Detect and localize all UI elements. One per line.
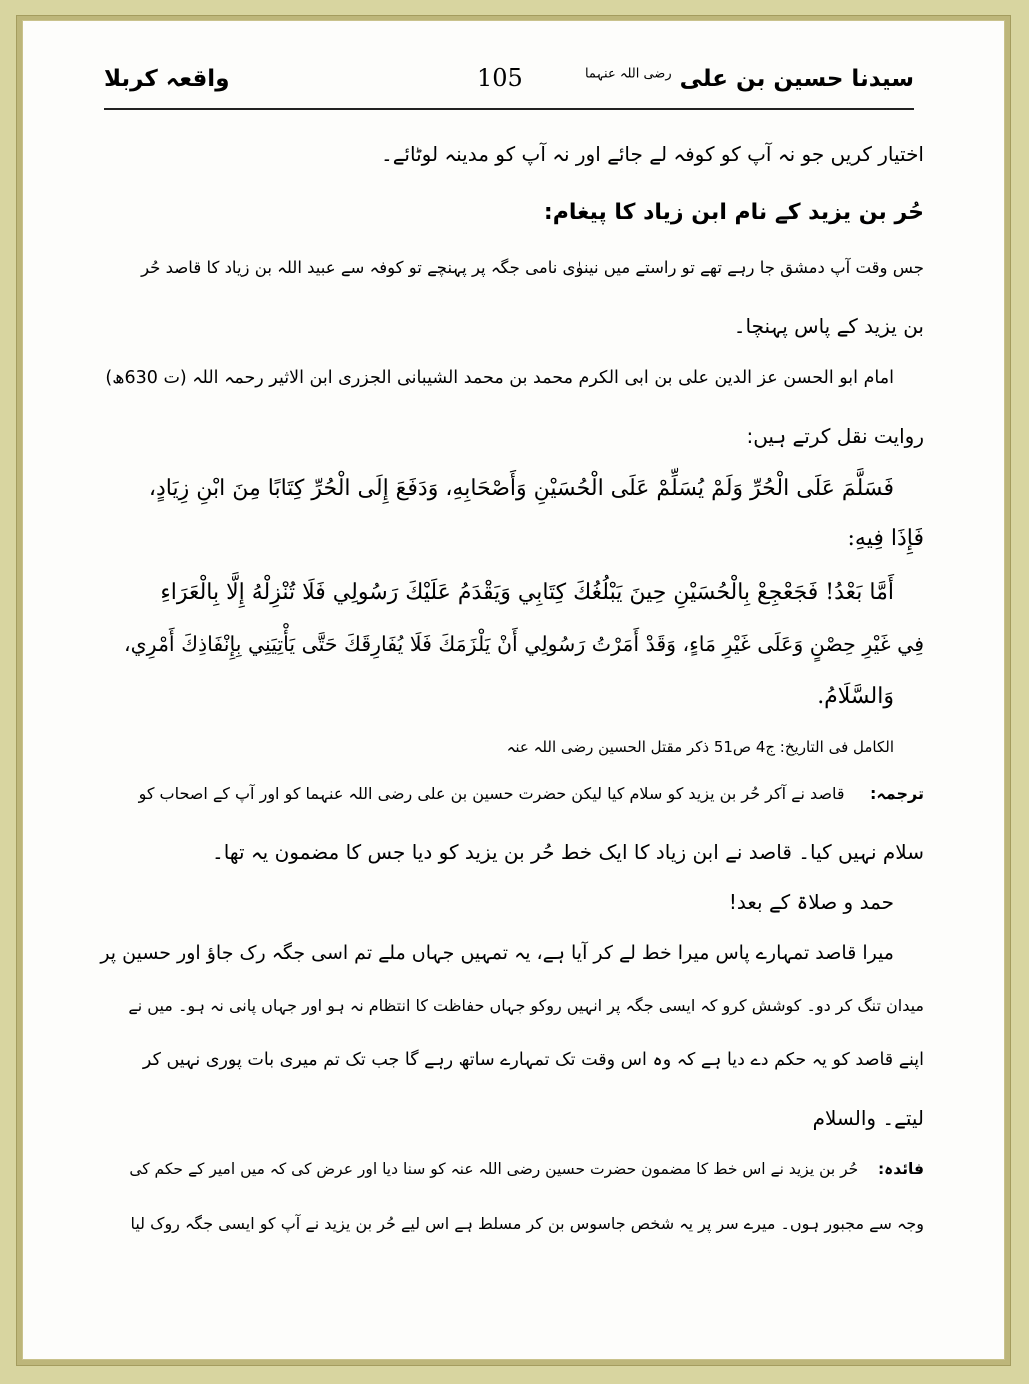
page-number: 105: [477, 64, 523, 92]
faida-label: فائدہ:: [877, 1160, 924, 1178]
faida-text: حُر بن یزید نے اس خط کا مضمون حضرت حسین رضی اللہ عنہ کو سنا دیا اور عرض کی کہ میں امیر کے حکم کی: [129, 1160, 859, 1178]
letter-line: اپنے قاصد کو یہ حکم دے دیا ہے کہ وہ اس وقت تک تمہارے ساتھ رہے گا جب تک تم میری بات پوری نہیں کر: [142, 1050, 924, 1070]
arabic-quote-line: أَمَّا بَعْدُ! فَجَعْجِعْ بِالْحُسَيْنِ حِينَ يَبْلُغُكَ كِتَابِي وَيَقْدَمُ عَلَيْكَ رَسُولِي فَلَا تُنْزِلْهُ إِلَّا بِالْعَرَاءِ: [160, 580, 894, 605]
chapter-title: واقعہ کربلا: [104, 66, 230, 92]
faida-line: وجہ سے مجبور ہوں۔ میرے سر پر یہ شخص جاسوس بن کر مسلط ہے اس لیے حُر بن یزید نے آپ کو ایسی جگہ روک لیا: [130, 1214, 924, 1233]
arabic-quote-line: فِي غَيْرِ حِصْنٍ وَعَلَى غَيْرِ مَاءٍ، وَقَدْ أَمَرْتُ رَسُولِي أَنْ يَلْزَمَكَ فَلَا يُفَارِقَكَ حَتَّى يَأْتِيَنِي بِإِنْفَاذِكَ أَمْرِي،: [123, 632, 924, 656]
letter-line: میرا قاصد تمہارے پاس میرا خط لے کر آیا ہے، یہ تمہیں جہاں ملے تم اسی جگہ رک جاؤ اور حسین پر: [100, 942, 894, 964]
letter-line: لیتے۔ والسلام: [812, 1106, 924, 1130]
faida-line: [129, 1160, 924, 1178]
arabic-quote-line: فَإِذَا فِيهِ:: [847, 526, 924, 551]
translation-line: [139, 784, 924, 803]
continuation-line: اختیار کریں جو نہ آپ کو کوفہ لے جائے اور نہ آپ کو مدینہ لوٹائے۔: [380, 142, 924, 166]
paragraph-line: روایت نقل کرتے ہیں:: [746, 424, 924, 448]
running-header: [104, 64, 914, 108]
hamd-line: حمد و صلاۃ کے بعد!: [728, 890, 894, 914]
translation-line: سلام نہیں کیا۔ قاصد نے ابن زیاد کا ایک خط حُر بن یزید کو دیا جس کا مضمون یہ تھا۔: [211, 840, 924, 864]
honorific-mark: رضی اللہ عنہما: [584, 66, 672, 82]
translation-text: قاصد نے آکر حُر بن یزید کو سلام کیا لیکن حضرت حسین بن علی رضی اللہ عنہما کو اور آپ کے اصحاب کو: [138, 784, 845, 803]
paragraph-line: بن یزید کے پاس پہنچا۔: [733, 314, 924, 338]
arabic-quote-line: وَالسَّلَامُ.: [817, 684, 894, 709]
citation: الکامل فی التاریخ: ج4 ص51 ذکر مقتل الحسین رضی اللہ عنہ: [506, 738, 894, 756]
book-title-text: سیدنا حسین بن علی: [679, 66, 914, 92]
paragraph-line: امام ابو الحسن عز الدین علی بن ابی الکرم محمد بن محمد الشیبانی الجزری ابن الاثیر رحمہ اللہ (ت 630ھ): [105, 368, 894, 388]
paragraph-line: جس وقت آپ دمشق جا رہے تھے تو راستے میں نینوٰی نامی جگہ پر پہنچے تو کوفہ سے عبید اللہ بن زیاد کا قاصد حُر: [141, 258, 924, 277]
letter-line: میدان تنگ کر دو۔ کوشش کرو کہ ایسی جگہ پر انہیں روکو جہاں حفاظت کا انتظام نہ ہو اور جہاں پانی نہ ہو۔ میں نے: [128, 996, 924, 1015]
header-rule: [104, 108, 914, 110]
translation-label: ترجمہ:: [870, 784, 924, 803]
arabic-quote-line: فَسَلَّمَ عَلَى الْحُرِّ وَلَمْ يُسَلِّمْ عَلَى الْحُسَيْنِ وَأَصْحَابِهِ، وَدَفَعَ إِلَى الْحُرِّ كِتَابًا مِنَ ابْنِ زِيَادٍ،: [148, 476, 894, 501]
book-title: [585, 66, 914, 92]
section-heading: حُر بن یزید کے نام ابن زیاد کا پیغام:: [543, 200, 924, 225]
